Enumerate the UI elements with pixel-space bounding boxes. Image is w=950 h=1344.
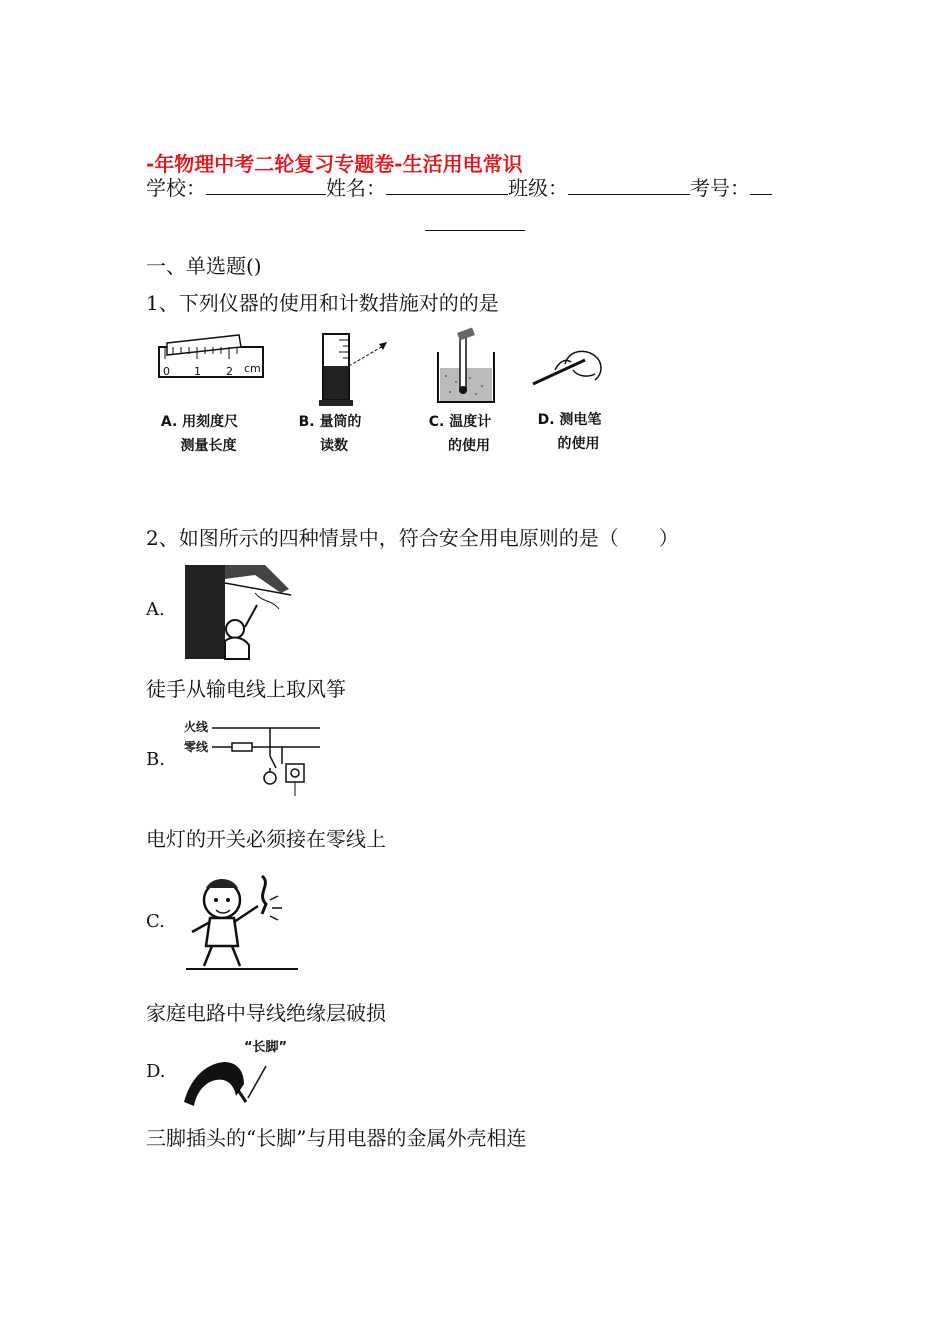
class-blank [568,174,690,195]
option-d-letter: D. [537,412,555,428]
q2-option-d-desc: 三脚插头的“长脚”与用电器的金属外壳相连 [146,1126,527,1150]
option-b-letter: B. [298,414,315,430]
question-2-text: 2、如图所示的四种情景中，符合安全用电原则的是（ ） [146,526,679,550]
option-c-letter: C. [428,414,445,430]
electric-shock-figure [182,870,302,975]
class-label: 班级： [508,176,568,200]
q2-option-b-desc: 电灯的开关必须接在零线上 [146,827,386,851]
option-d-line2: 的使用 [557,436,600,452]
option-a-line2: 测量长度 [180,438,237,454]
name-label: 姓名： [326,176,386,200]
option-a-line1: 用刻度尺 [182,414,239,430]
exam-no-blank [750,174,772,195]
three-pin-plug-figure [182,1050,292,1110]
q2-option-c-desc: 家庭电路中导线绝缘层破损 [146,1001,386,1025]
student-info-line [146,174,772,201]
exam-no-label: 考号： [690,176,750,200]
test-pen-figure [525,340,610,390]
option-c-caption [415,410,505,458]
option-d-caption [522,408,617,456]
option-d-line1: 测电笔 [559,412,602,428]
q2-option-b-letter: B. [146,749,165,770]
page-title: -年物理中考二轮复习专题卷-生活用电常识 [146,152,523,176]
ruler-tick-0: 0 [163,365,170,378]
name-blank [386,174,508,195]
section-heading: 一、单选题() [146,254,262,278]
option-b-line2: 读数 [320,438,348,454]
thermometer-beaker-figure [430,328,505,408]
ruler-tick-2: 2 [226,365,233,378]
neutral-wire-label: 零线 [184,740,209,754]
option-b-caption [285,410,375,458]
option-a-letter: A. [160,414,178,430]
question-1-text: 1、下列仪器的使用和计数措施对的的是 [146,291,499,315]
exam-no-blank-continued [425,210,525,231]
ruler-unit: cm [244,362,261,375]
kite-on-wire-figure [185,565,295,660]
circuit-diagram-figure [212,722,322,804]
ruler-tick-1: 1 [194,365,201,378]
q2-option-a-letter: A. [146,599,165,620]
long-pin-callout: “长脚” [244,1040,288,1055]
option-c-line2: 的使用 [448,438,490,454]
option-a-caption [152,410,247,458]
q2-option-a-desc: 徒手从输电线上取风筝 [146,677,346,701]
school-blank [206,174,326,195]
q2-option-d-letter: D. [146,1061,166,1082]
option-c-line1: 温度计 [449,414,492,430]
q2-option-c-letter: C. [146,911,165,932]
graduated-cylinder-figure [315,330,395,410]
option-b-line1: 量筒的 [319,414,362,430]
fire-wire-label: 火线 [184,720,209,734]
school-label: 学校： [146,176,206,200]
